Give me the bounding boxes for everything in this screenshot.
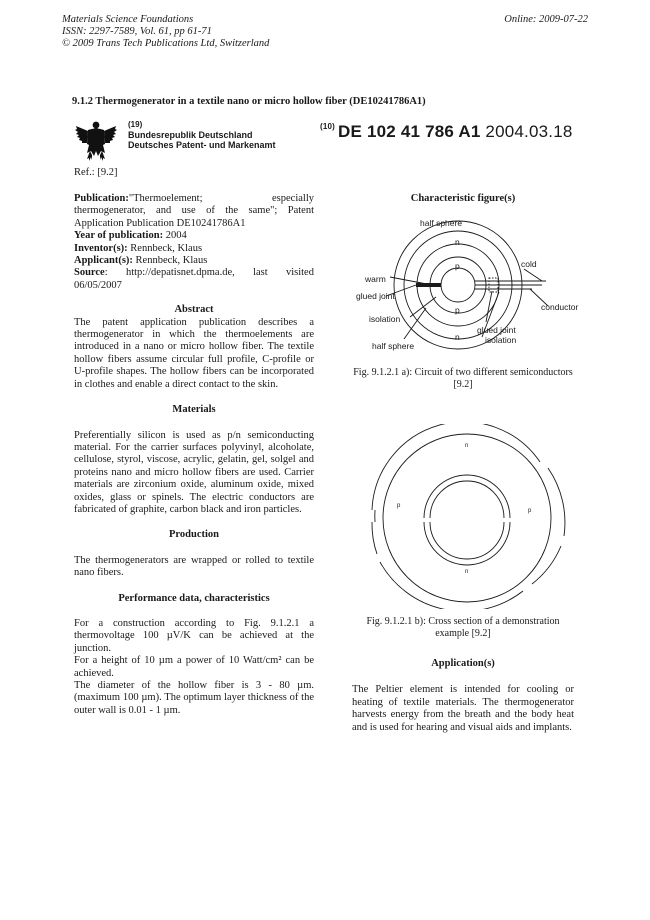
office-name: Deutsches Patent- und Markenamt [128,140,276,150]
patent-date: 2004.03.18 [485,122,573,141]
label-glued-joint-right: glued joint [477,325,516,335]
year-value: 2004 [163,230,187,242]
reference: Ref.: [9.2] [74,167,118,178]
source-label: Source [74,267,105,279]
office-code: (19) [128,120,143,129]
figure-a-circuit-diagram [352,212,582,362]
label-isolation-left: isolation [369,314,401,324]
label-conductor: conductor [541,302,579,312]
year-entry [74,230,314,242]
inventor-label: Inventor(s): [74,242,128,254]
label-isolation-right: isolation [485,335,517,345]
inventor-entry [74,243,314,255]
publication-value: "Thermoelement; especially thermogenerator, and use of the same"; Patent Application Publication DE10241786A1 [74,193,314,229]
online-date: Online: 2009-07-22 [504,14,588,25]
label-p-right-b: p [528,508,532,514]
journal-issn: ISSN: 2297-7589, Vol. 61, pp 61-71 [62,26,212,37]
label-p-top: p [455,261,460,271]
materials-heading: Materials [172,404,216,416]
performance-p2: For a height of 10 µm a power of 10 Watt/cm² can be achieved. [74,655,314,679]
source-date: 06/05/2007 [74,279,122,291]
figure-b-cross-section [352,424,582,609]
german-eagle-icon [74,118,118,166]
label-n-bottom: n [455,332,460,342]
year-label: Year of publication: [74,230,164,242]
abstract-heading: Abstract [174,304,214,316]
source-entry [74,267,314,279]
patent-number-line [320,122,573,142]
patent-header [74,118,584,168]
figures-heading-wrap [352,193,574,205]
journal-name: Materials Science Foundations [62,14,194,25]
publication-label: Publication: [74,193,129,204]
performance-p3: The diameter of the hollow fiber is 3 - 80 µm. (maximum 100 µm). The optimum layer thickness of the outer wall is 0.01 - 1 µm. [74,680,314,716]
source-colon: : [104,267,108,279]
label-half-sphere-top: half sphere [420,218,463,228]
performance-p1: For a construction according to Fig. 9.1.2.1 a thermovoltage 100 µV/K can be achieved at the junction. [74,617,314,654]
production-text: The thermogenerators are wrapped or rolled to textile nano fibers. [74,554,314,579]
kind-code: (10) [320,122,336,131]
production-heading: Production [169,529,219,541]
source-last: last [253,267,268,279]
journal-header [62,14,269,50]
abstract-text: The patent application publication describes a thermogenerator in which the thermoelements are introduced in a nano or micro hollow fiber. The textile hollow fibers assume circular full profile, C-profile or U-profile shapes. The hollow fibers can be incorporated in clothes and enable a direct contact to the skin. [74,316,314,390]
label-n-top: n [455,237,460,247]
left-column [74,193,314,717]
figures-heading: Characteristic figure(s) [410,193,516,204]
application-section [352,658,574,734]
inventor-value: Rennbeck, Klaus [127,242,203,254]
source-url: http://depatisnet.dpma.de, [125,267,235,279]
publication-entry [74,193,314,230]
label-half-sphere-bottom: half sphere [372,341,415,351]
application-heading: Application(s) [431,658,495,669]
materials-text: Preferentially silicon is used as p/n semiconducting material. For the carrier surfaces polyvinyl, alcoholate, cellulose, styrol, viscose, acrylic, gelatin, gel, solgel and proteins nano and micro hollow fibers are used. Carrier materials are zirconium oxide, aluminum oxide, mixed oxides, glass or spinels. The electric conductors are fabricated of graphite, carbon black and iron particles. [74,429,314,515]
performance-heading: Performance data, characteristics [118,592,270,604]
label-n-bottom-b: n [465,569,469,575]
journal-copyright: © 2009 Trans Tech Publications Ltd, Switzerland [62,38,270,49]
label-glued-joint-left: glued joint [356,291,395,301]
label-cold: cold [521,259,537,269]
label-n-top-b: n [465,443,469,449]
applicant-value: Rennbeck, Klaus [132,255,208,267]
applicant-entry [74,255,314,267]
patent-office [128,120,276,150]
label-p-bottom: p [455,305,460,315]
applicant-label: Applicant(s): [74,255,133,267]
source-visited: visited [285,267,314,279]
label-p-left-b: p [397,503,401,509]
figure-a-caption: Fig. 9.1.2.1 a): Circuit of two different semiconductors [9.2] [353,367,573,390]
patent-number: DE 102 41 786 A1 [338,122,481,141]
application-text: The Peltier element is intended for cooling or heating of textile materials. The thermogenerator harvests energy from the breath and the body heat and is used for hearing and visual aids and implants. [352,684,574,733]
section-title: 9.1.2 Thermogenerator in a textile nano or micro hollow fiber (DE10241786A1) [72,96,426,107]
office-country: Bundesrepublik Deutschland [128,130,253,140]
figure-b-caption: Fig. 9.1.2.1 b): Cross section of a demonstration example [9.2] [366,616,560,639]
label-warm: warm [365,274,386,284]
